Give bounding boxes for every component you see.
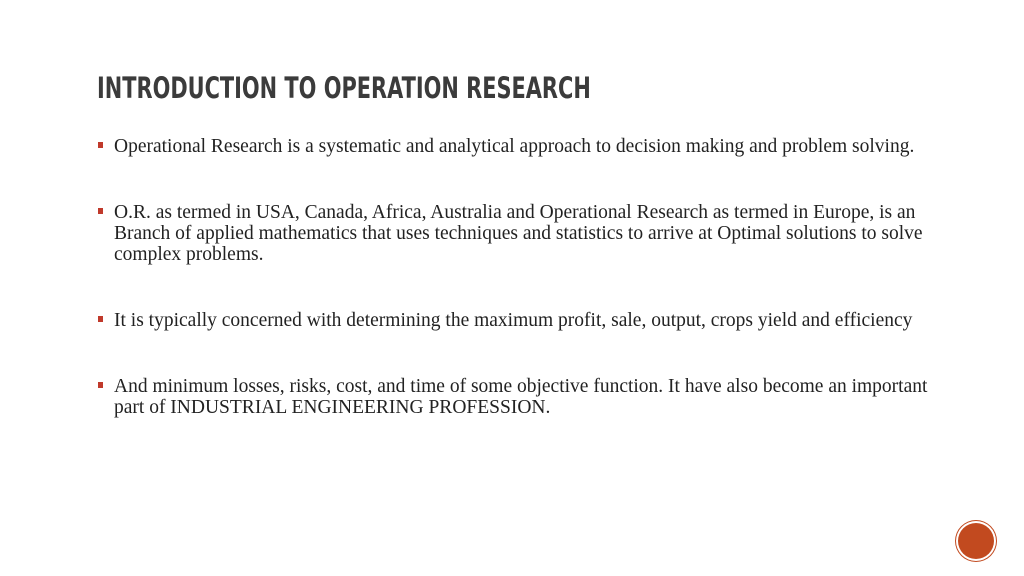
bullet-square-icon [98,208,103,214]
bullet-item [98,310,928,331]
bullet-text: It is typically concerned with determining the maximum profit, sale, output, crops yield and efficiency [114,310,913,331]
bullet-text: Operational Research is a systematic and analytical approach to decision making and problem solving. [114,136,915,157]
bullet-text: And minimum losses, risks, cost, and time of some objective function. It have also become an important part of INDUSTRIAL ENGINEERING PROFESSION. [114,376,928,418]
bullet-text: O.R. as termed in USA, Canada, Africa, Australia and Operational Research as termed in Europe, is an Branch of applied mathematics that uses techniques and statistics to arrive at Optimal solutions to solve complex problems. [114,202,923,265]
bullet-item [98,202,928,265]
bullet-square-icon [98,316,103,322]
slide-title: INTRODUCTION TO OPERATION RESEARCH [97,71,591,105]
bullet-list [98,136,928,418]
slide-number-badge-icon [958,523,994,559]
bullet-item [98,136,928,157]
bullet-square-icon [98,142,103,148]
bullet-item [98,376,928,418]
bullet-square-icon [98,382,103,388]
